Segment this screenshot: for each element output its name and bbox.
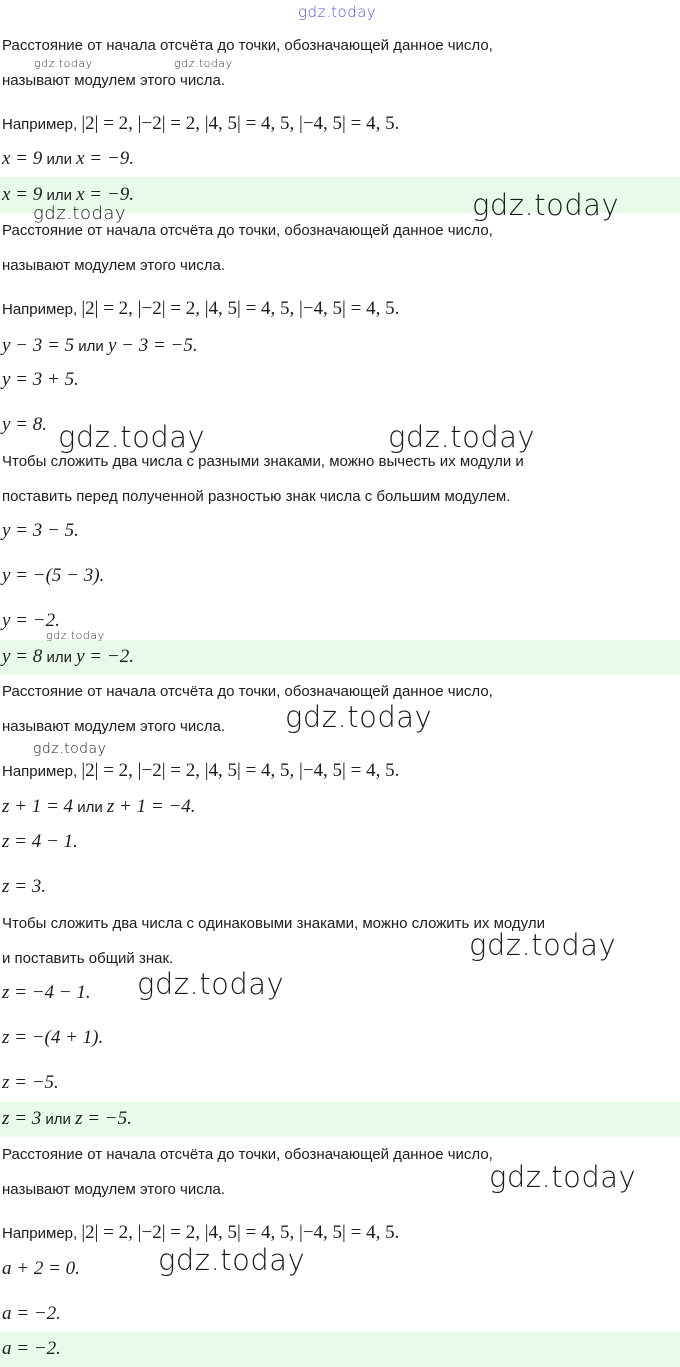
watermark: gdz.today [489,1160,637,1194]
rule-line-2: и поставить общий знак. [2,950,174,967]
rule-line-1: Чтобы сложить два числа с одинаковыми знаками, можно сложить их модули [2,915,545,932]
definition-line-2: называют модулем этого числа. [2,1181,226,1198]
watermark: gdz.today [469,928,617,962]
equation-case-a: y − 3 = 5 [2,335,75,356]
example-line [2,299,680,320]
solution-step: y = −2. [2,610,60,631]
equation-case-b: z + 1 = −4. [106,796,196,817]
watermark: gdz.today [472,188,620,222]
example-label: Например, [2,763,78,780]
solution-step: y = 3 + 5. [2,369,79,390]
answer-line [2,1109,680,1130]
definition-line-1: Расстояние от начала отсчёта до точки, обозначающей данное число, [2,222,493,239]
answer-value-b: z = −5. [75,1108,132,1129]
example-formula: |2| = 2, |−2| = 2, |4, 5| = 4, 5, |−4, 5| = 4, 5. [81,298,400,319]
answer-value-a: x = 9 [2,184,43,205]
or-word: или [78,338,104,355]
watermark: gdz.today [137,967,285,1001]
solution-step: y = −(5 − 3). [2,565,105,586]
example-label: Например, [2,301,78,318]
solution-step: z = −4 − 1. [2,982,91,1003]
definition-line-2: называют модулем этого числа. [2,718,226,735]
equation-case-a: z + 1 = 4 [2,796,74,817]
answer-line [2,647,680,668]
solution-step: z = −(4 + 1). [2,1027,104,1048]
watermark: gdz.today [46,629,105,642]
answer-value-b: x = −9. [76,184,134,205]
solution-step: z = 4 − 1. [2,831,78,852]
definition-line-1: Расстояние от начала отсчёта до точки, обозначающей данное число, [2,1146,493,1163]
definition-line-1: Расстояние от начала отсчёта до точки, обозначающей данное число, [2,683,493,700]
example-formula: |2| = 2, |−2| = 2, |4, 5| = 4, 5, |−4, 5| = 4, 5. [81,760,400,781]
answer-value-a: y = 8 [2,646,43,667]
or-word: или [46,187,72,204]
equation-case-a: x = 9 [2,148,43,169]
watermark: gdz.today [33,203,127,224]
equation-line [2,336,680,357]
example-line [2,114,680,135]
equation-case-b: x = −9. [76,148,134,169]
solution-step: y = 8. [2,414,48,435]
example-label: Например, [2,1225,78,1242]
solution-step: a = −2. [2,1303,61,1324]
example-formula: |2| = 2, |−2| = 2, |4, 5| = 4, 5, |−4, 5| = 4, 5. [81,113,400,134]
watermark: gdz.today [34,57,93,70]
answer-value: a = −2. [2,1338,61,1359]
watermark: gdz.today [298,3,377,21]
or-word: или [45,1111,71,1128]
or-word: или [77,799,103,816]
rule-line-1: Чтобы сложить два числа с разными знаками, можно вычесть их модули и [2,453,524,470]
watermark: gdz.today [58,420,206,454]
definition-line-1: Расстояние от начала отсчёта до точки, обозначающей данное число, [2,37,493,54]
rule-line-2: поставить перед полученной разностью знак числа с большим модулем. [2,488,511,505]
example-formula: |2| = 2, |−2| = 2, |4, 5| = 4, 5, |−4, 5| = 4, 5. [81,1222,400,1243]
or-word: или [46,649,72,666]
watermark: gdz.today [388,420,536,454]
definition-line-2: называют модулем этого числа. [2,72,226,89]
equation-line [2,149,680,170]
watermark: gdz.today [174,57,233,70]
or-word: или [46,151,72,168]
example-line [2,1223,680,1244]
equation-line: a + 2 = 0. [2,1258,80,1279]
watermark: gdz.today [33,741,107,757]
equation-case-b: y − 3 = −5. [107,335,198,356]
solution-step: y = 3 − 5. [2,520,79,541]
watermark: gdz.today [285,700,433,734]
solution-step: z = 3. [2,876,46,897]
answer-value-b: y = −2. [76,646,134,667]
definition-line-2: называют модулем этого числа. [2,257,226,274]
solution-step: z = −5. [2,1072,59,1093]
watermark: gdz.today [158,1243,306,1277]
answer-value-a: z = 3 [2,1108,42,1129]
equation-line [2,797,680,818]
example-label: Например, [2,116,78,133]
example-line [2,761,680,782]
